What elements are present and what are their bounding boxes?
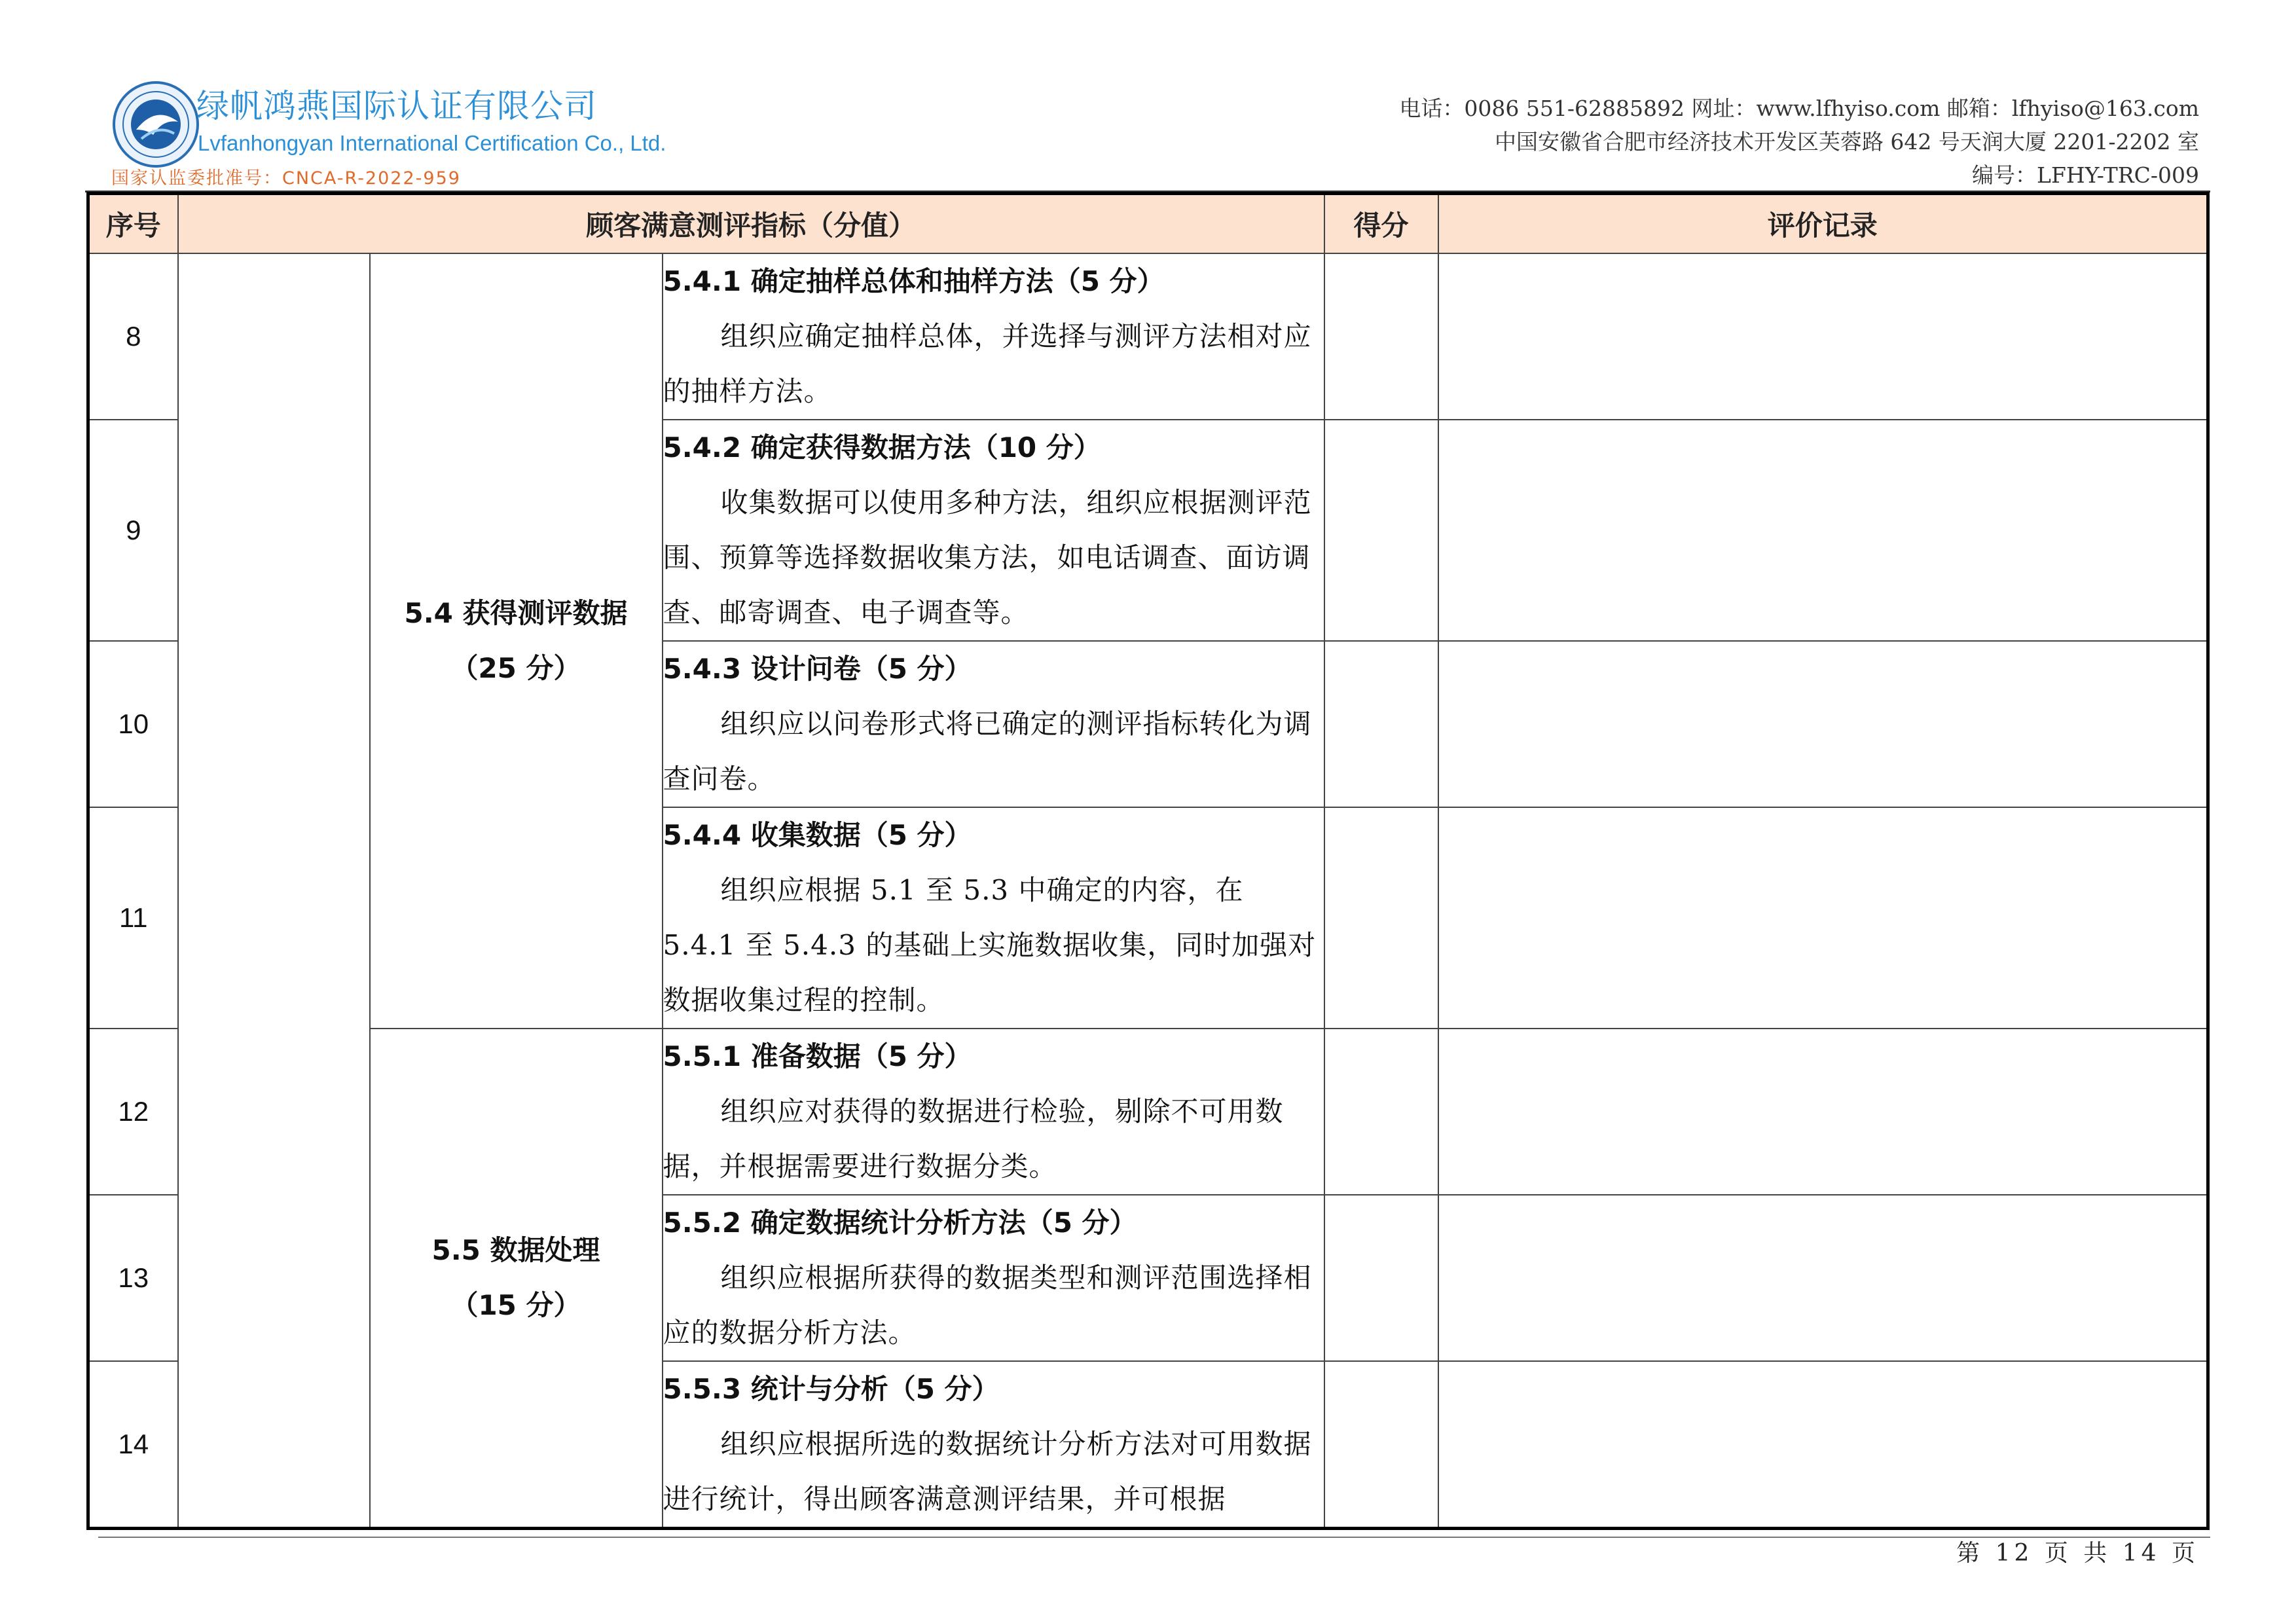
record-cell[interactable] — [1438, 807, 2208, 1029]
section-title: 5.5 数据处理 — [431, 1234, 600, 1266]
record-cell[interactable] — [1438, 420, 2208, 641]
section-title: 5.4 获得测评数据 — [404, 597, 628, 629]
indicator-title: 5.4.3 设计问卷（5 分） — [663, 653, 972, 685]
contact-block — [1399, 92, 2199, 192]
indicator-text: 组织应根据 5.1 至 5.3 中确定的内容，在 5.4.1 至 5.4.3 的基础上实施数据收集，同时加强对数据收集过程的控制。 — [663, 874, 1317, 1016]
contact-phone-web-email: 电话：0086 551-62885892 网址：www.lfhyiso.com 邮箱：lfhyiso@163.com — [1399, 96, 2199, 121]
indicator-cell — [663, 807, 1324, 1029]
indicator-title: 5.5.3 统计与分析（5 分） — [663, 1373, 1000, 1405]
company-name-en: Lvfanhongyan International Certification Co., Ltd. — [198, 131, 666, 155]
indicator-cell — [663, 1195, 1324, 1361]
score-cell[interactable] — [1324, 420, 1438, 641]
row-number: 12 — [88, 1029, 178, 1195]
indicator-cell — [663, 420, 1324, 641]
table-header-row — [88, 194, 2208, 254]
table-row — [88, 253, 2208, 420]
category-cell-empty — [178, 253, 370, 1529]
indicator-title: 5.4.4 收集数据（5 分） — [663, 819, 972, 851]
header-seq: 序号 — [88, 194, 178, 254]
page-number: 第 12 页 共 14 页 — [1956, 1540, 2199, 1567]
company-name-cn: 绿帆鸿燕国际认证有限公司 — [196, 87, 597, 125]
record-cell[interactable] — [1438, 1029, 2208, 1195]
row-number: 8 — [88, 253, 178, 420]
indicator-cell — [663, 1361, 1324, 1529]
indicator-title: 5.4.2 确定获得数据方法（10 分） — [663, 431, 1101, 464]
score-cell[interactable] — [1324, 1195, 1438, 1361]
section-cell — [370, 1029, 663, 1529]
indicator-cell — [663, 1029, 1324, 1195]
contact-address: 中国安徽省合肥市经济技术开发区芙蓉路 642 号天润大厦 2201-2202 室 — [1494, 129, 2199, 155]
record-cell[interactable] — [1438, 1361, 2208, 1529]
certification-seal-logo — [110, 79, 202, 170]
row-number: 14 — [88, 1361, 178, 1529]
indicator-text: 收集数据可以使用多种方法，组织应根据测评范围、预算等选择数据收集方法，如电话调查、面访调查、邮寄调查、电子调查等。 — [663, 486, 1312, 629]
section-points: （25 分） — [450, 652, 581, 684]
row-number: 11 — [88, 807, 178, 1029]
header-record: 评价记录 — [1438, 194, 2208, 254]
footer-divider — [98, 1537, 2210, 1538]
approval-number: 国家认监委批准号：CNCA-R-2022-959 — [111, 168, 461, 189]
section-points: （15 分） — [450, 1289, 581, 1321]
indicator-cell — [663, 641, 1324, 807]
indicator-text: 组织应以问卷形式将已确定的测评指标转化为调查问卷。 — [663, 708, 1312, 795]
indicator-title: 5.5.2 确定数据统计分析方法（5 分） — [663, 1207, 1137, 1239]
record-cell[interactable] — [1438, 1195, 2208, 1361]
indicator-cell — [663, 253, 1324, 420]
indicator-title: 5.5.1 准备数据（5 分） — [663, 1040, 972, 1072]
row-number: 13 — [88, 1195, 178, 1361]
score-cell[interactable] — [1324, 1361, 1438, 1529]
document-code: 编号：LFHY-TRC-009 — [1972, 162, 2199, 188]
score-cell[interactable] — [1324, 641, 1438, 807]
indicator-text: 组织应确定抽样总体，并选择与测评方法相对应的抽样方法。 — [663, 320, 1312, 407]
indicator-clip — [663, 1362, 1324, 1527]
record-cell[interactable] — [1438, 641, 2208, 807]
row-number: 10 — [88, 641, 178, 807]
evaluation-table — [86, 192, 2210, 1530]
row-number: 9 — [88, 420, 178, 641]
indicator-text: 组织应根据所选的数据统计分析方法对可用数据进行统计，得出顾客满意测评结果，并可根据 — [663, 1428, 1312, 1515]
indicator-title: 5.4.1 确定抽样总体和抽样方法（5 分） — [663, 265, 1165, 297]
score-cell[interactable] — [1324, 1029, 1438, 1195]
header-indicator: 顾客满意测评指标（分值） — [178, 194, 1324, 254]
score-cell[interactable] — [1324, 807, 1438, 1029]
header-score: 得分 — [1324, 194, 1438, 254]
record-cell[interactable] — [1438, 253, 2208, 420]
section-cell — [370, 253, 663, 1029]
score-cell[interactable] — [1324, 253, 1438, 420]
table-row — [88, 1029, 2208, 1195]
indicator-text: 组织应对获得的数据进行检验，剔除不可用数据，并根据需要进行数据分类。 — [663, 1095, 1284, 1182]
indicator-text: 组织应根据所获得的数据类型和测评范围选择相应的数据分析方法。 — [663, 1262, 1312, 1349]
